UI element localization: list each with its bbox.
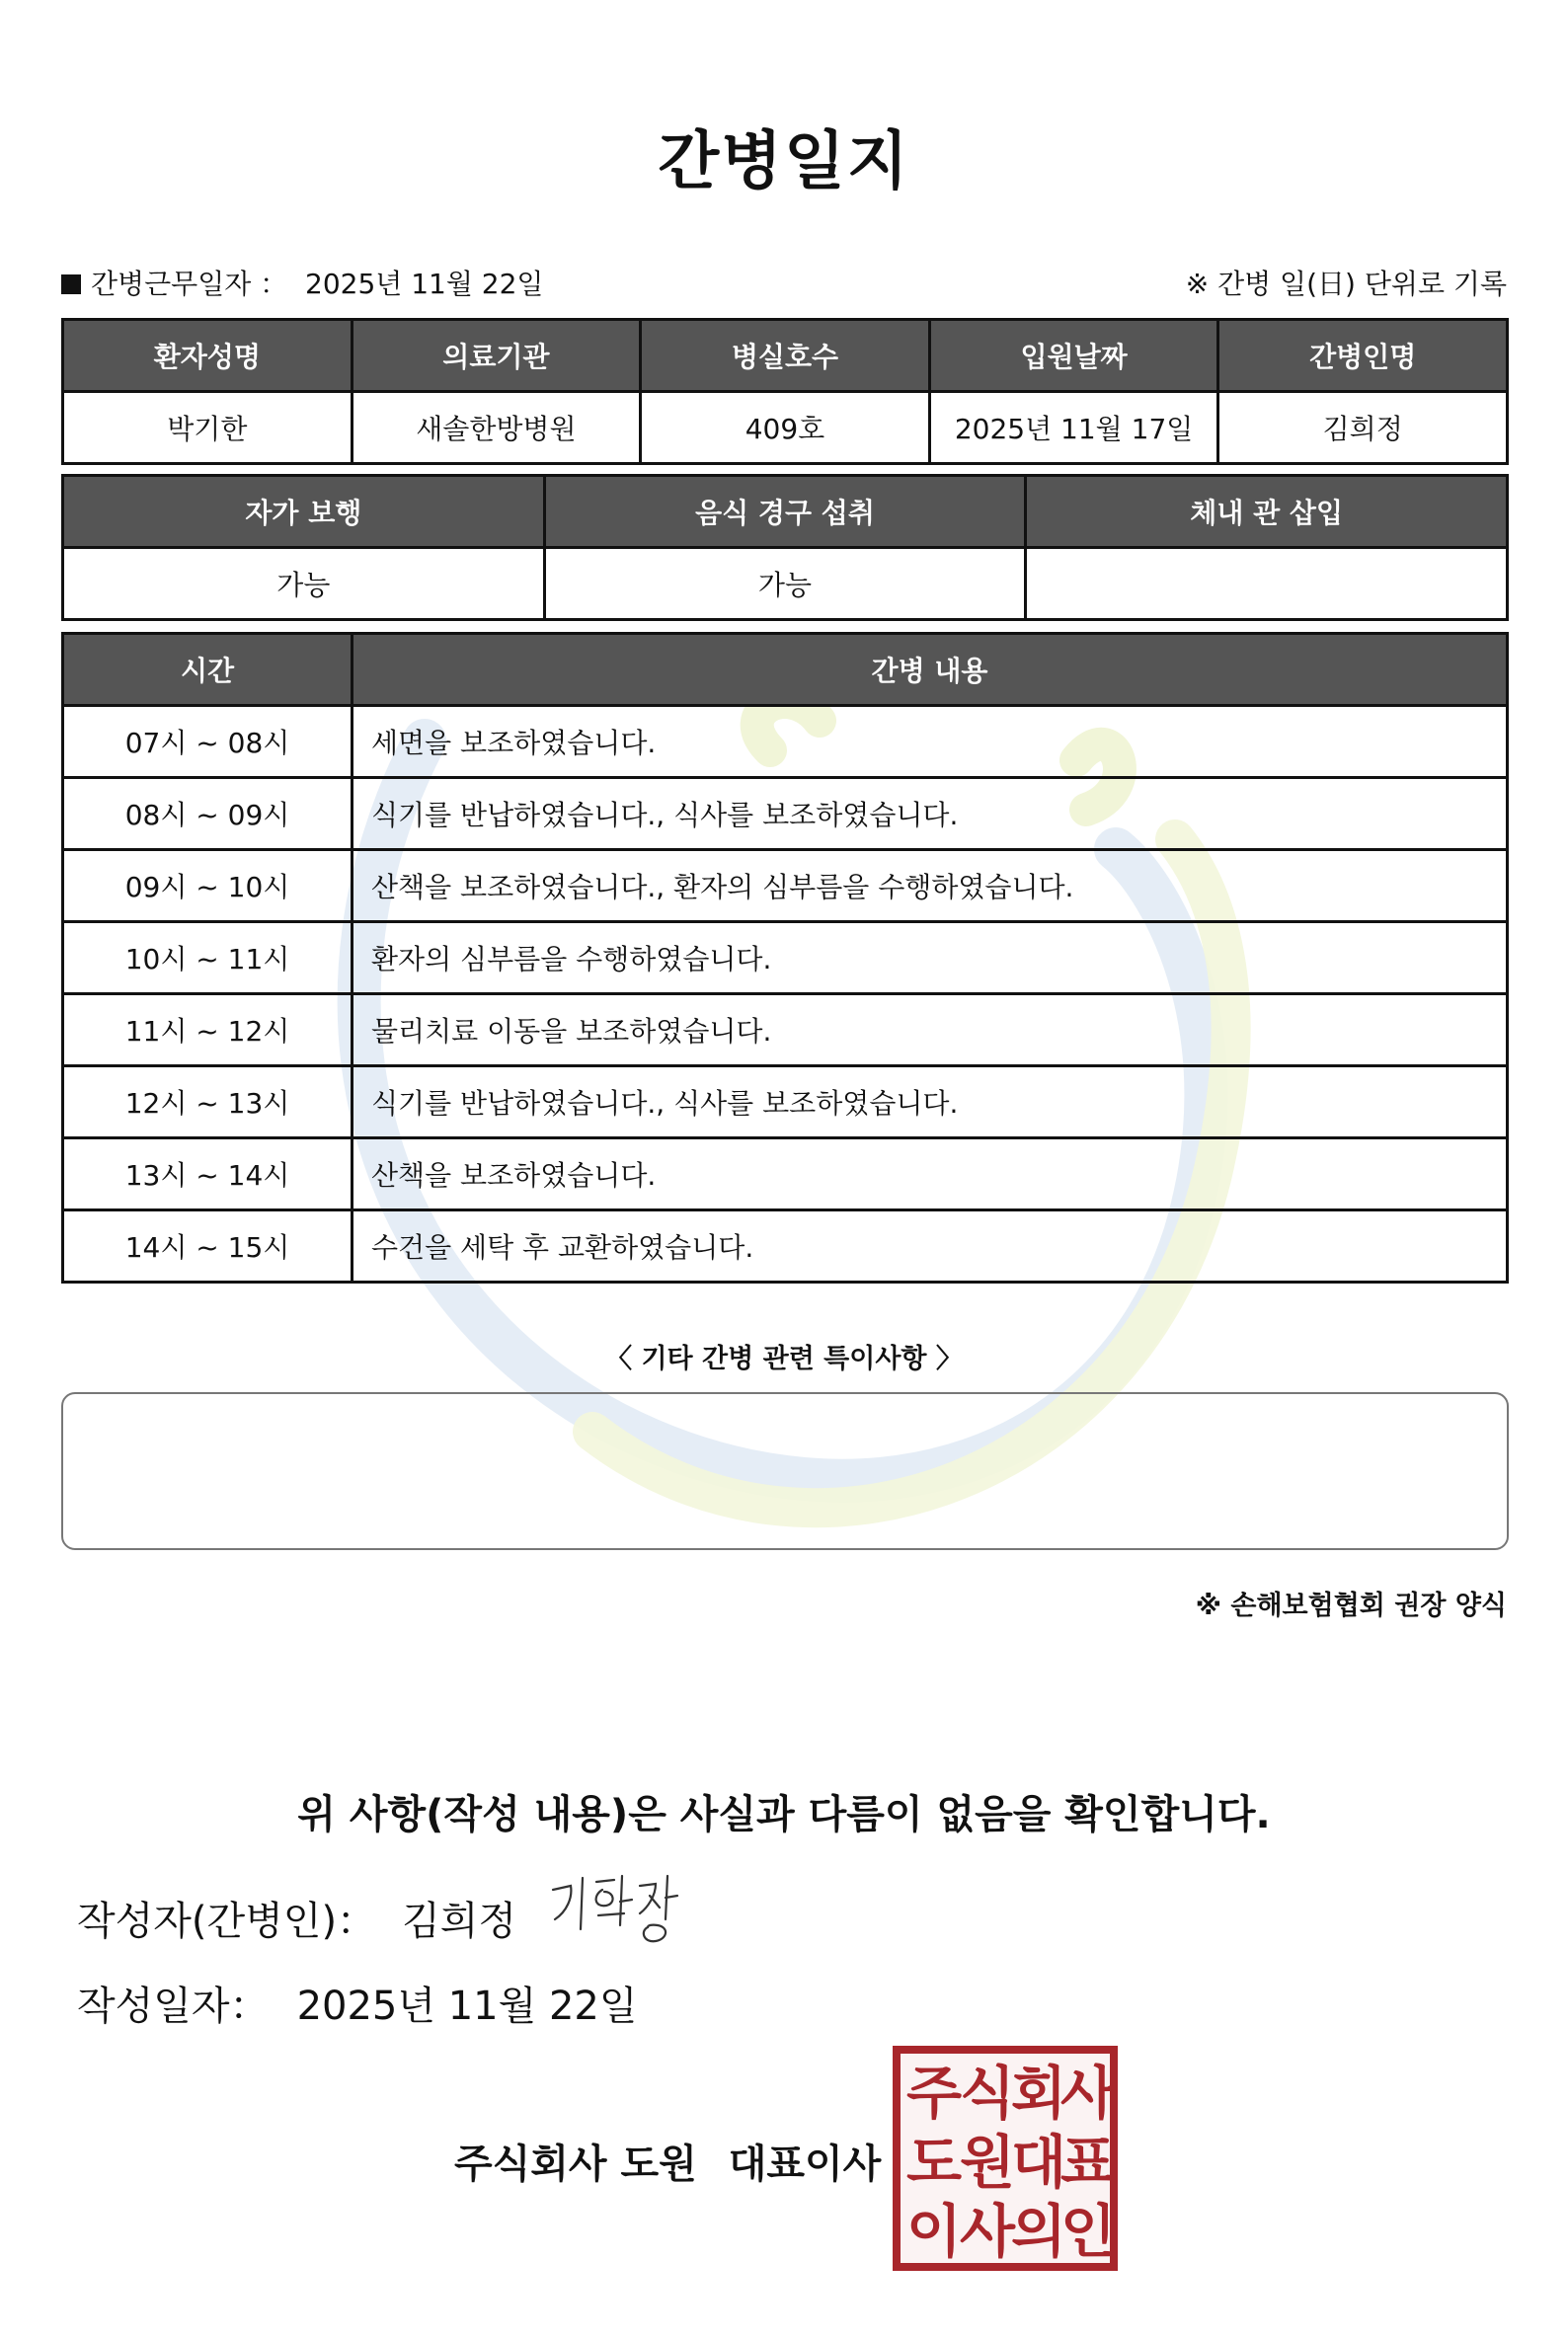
- header-room: 병실호수: [641, 320, 930, 392]
- svg-text:이: 이: [905, 2198, 963, 2265]
- svg-text:회: 회: [1010, 2060, 1067, 2127]
- form-note: ※ 손해보험협회 권장 양식: [1195, 1591, 1507, 1621]
- svg-text:원: 원: [959, 2129, 1016, 2196]
- write-date-value: 2025년 11월 22일: [296, 1984, 638, 2029]
- writer-name: 김희정: [402, 1899, 516, 1944]
- log-content: 환자의 심부름을 수행하였습니다.: [353, 922, 1508, 994]
- svg-text:사: 사: [1059, 2060, 1117, 2127]
- hospital-name: 새솔한방병원: [352, 392, 641, 464]
- admission-date: 2025년 11월 17일: [929, 392, 1218, 464]
- log-time: 13시 ~ 14시: [63, 1138, 353, 1210]
- work-date-value: 2025년 11월 22일: [305, 268, 544, 300]
- log-time: 07시 ~ 08시: [63, 706, 353, 778]
- header-admission-date: 입원날짜: [929, 320, 1218, 392]
- header-patient-name: 환자성명: [63, 320, 353, 392]
- notes-box: [61, 1392, 1509, 1550]
- table-row: [63, 778, 1508, 850]
- company-name: 주식회사 도원: [454, 2142, 697, 2187]
- svg-text:식: 식: [959, 2060, 1016, 2127]
- patient-table: [61, 318, 1509, 465]
- write-date-line: [77, 1975, 638, 2031]
- oral-intake-value: 가능: [544, 548, 1026, 620]
- work-date-label: 간병근무일자 ：: [91, 268, 288, 300]
- svg-text:표: 표: [1059, 2129, 1117, 2196]
- table-row: [63, 1210, 1508, 1283]
- header-oral-intake: 음식 경구 섭취: [544, 476, 1026, 548]
- status-table: [61, 474, 1509, 621]
- svg-text:인: 인: [1059, 2198, 1117, 2265]
- header-care-content: 간병 내용: [353, 634, 1508, 706]
- page-title: 간병일지: [658, 125, 910, 198]
- log-time: 08시 ~ 09시: [63, 778, 353, 850]
- table-row: [63, 994, 1508, 1066]
- log-content: 수건을 세탁 후 교환하였습니다.: [353, 1210, 1508, 1283]
- log-content: 물리치료 이동을 보조하였습니다.: [353, 994, 1508, 1066]
- log-content: 식기를 반납하였습니다., 식사를 보조하였습니다.: [353, 778, 1508, 850]
- log-time: 09시 ~ 10시: [63, 850, 353, 922]
- status-header-row: [63, 476, 1508, 548]
- self-walking-value: 가능: [63, 548, 545, 620]
- log-time: 12시 ~ 13시: [63, 1066, 353, 1138]
- write-date-label: 작성일자：: [77, 1984, 270, 2029]
- table-row: [63, 1138, 1508, 1210]
- writer-line: [77, 1890, 516, 1946]
- header-tube-insertion: 체내 관 삽입: [1026, 476, 1508, 548]
- svg-text:의: 의: [1010, 2198, 1067, 2265]
- svg-text:주: 주: [905, 2060, 963, 2127]
- handwritten-signature: [545, 1868, 693, 1947]
- log-content: 산책을 보조하였습니다., 환자의 심부름을 수행하였습니다.: [353, 850, 1508, 922]
- confirmation-statement: 위 사항(작성 내용)은 사실과 다름이 없음을 확인합니다.: [297, 1792, 1271, 1837]
- company-seal-icon: [893, 2046, 1118, 2271]
- header-caregiver-name: 간병인명: [1218, 320, 1508, 392]
- square-bullet-icon: [61, 274, 81, 294]
- log-content: 산책을 보조하였습니다.: [353, 1138, 1508, 1210]
- svg-text:도: 도: [905, 2129, 963, 2196]
- table-row: [63, 922, 1508, 994]
- table-row: [63, 850, 1508, 922]
- room-number: 409호: [641, 392, 930, 464]
- writer-label: 작성자(간병인)：: [77, 1899, 377, 1944]
- work-date: [61, 263, 543, 302]
- company-representative: 대표이사: [728, 2142, 882, 2187]
- notes-title: 〈 기타 간병 관련 특이사항 〉: [605, 1344, 963, 1374]
- table-row: [63, 1066, 1508, 1138]
- tube-insertion-value: [1026, 548, 1508, 620]
- svg-text:대: 대: [1010, 2129, 1067, 2196]
- log-time: 14시 ~ 15시: [63, 1210, 353, 1283]
- unit-note: ※ 간병 일(日) 단위로 기록: [1185, 268, 1507, 300]
- patient-name: 박기한: [63, 392, 353, 464]
- header-hospital: 의료기관: [352, 320, 641, 392]
- patient-header-row: [63, 320, 1508, 392]
- care-log-header-row: [63, 634, 1508, 706]
- patient-value-row: [63, 392, 1508, 464]
- status-value-row: [63, 548, 1508, 620]
- svg-text:사: 사: [959, 2198, 1016, 2265]
- company-line: [454, 2133, 881, 2189]
- header-time: 시간: [63, 634, 353, 706]
- log-content: 세면을 보조하였습니다.: [353, 706, 1508, 778]
- caregiver-name: 김희정: [1218, 392, 1508, 464]
- log-content: 식기를 반납하였습니다., 식사를 보조하였습니다.: [353, 1066, 1508, 1138]
- care-log-table: [61, 632, 1509, 1284]
- log-time: 11시 ~ 12시: [63, 994, 353, 1066]
- header-self-walking: 자가 보행: [63, 476, 545, 548]
- log-time: 10시 ~ 11시: [63, 922, 353, 994]
- table-row: [63, 706, 1508, 778]
